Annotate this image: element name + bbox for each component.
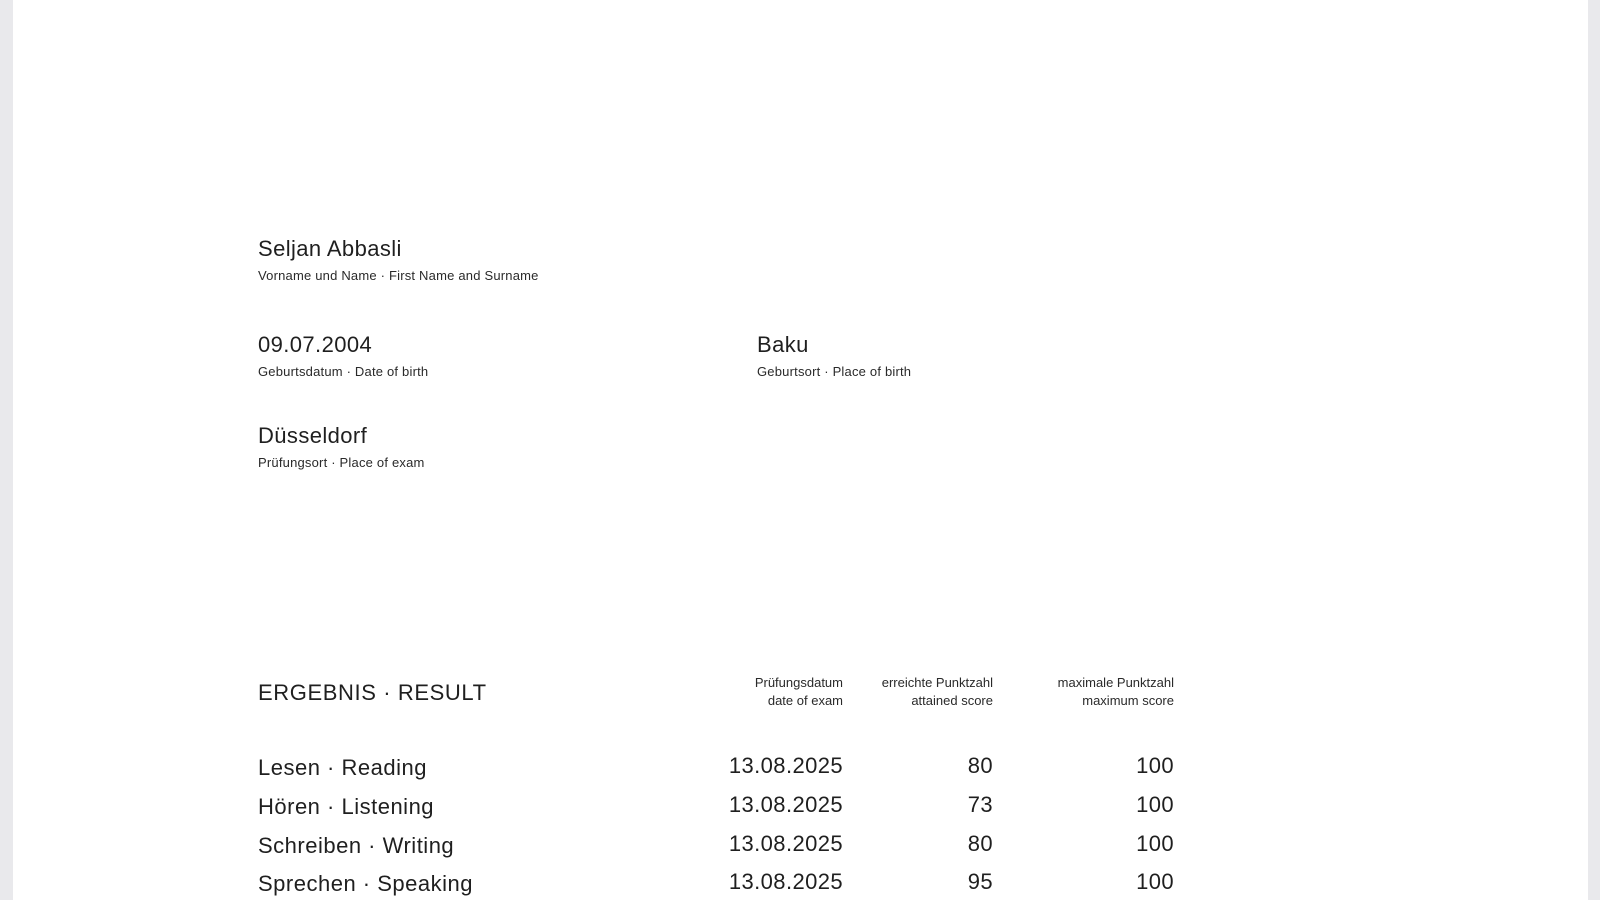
exam-place-caption: Prüfungsort · Place of exam	[258, 455, 425, 470]
birth-place-field	[757, 332, 911, 380]
birth-date-field	[258, 332, 428, 380]
result-row-label: Lesen · Reading	[258, 755, 427, 780]
name-value: Seljan Abbasli	[258, 236, 402, 261]
header-exam-date	[755, 674, 843, 710]
birth-date-value: 09.07.2004	[258, 332, 373, 357]
name-caption: Vorname und Name · First Name and Surname	[258, 268, 539, 283]
birth-place-caption: Geburtsort · Place of birth	[757, 364, 912, 379]
result-row-date: 13.08.2025	[728, 869, 843, 894]
result-row-attained: 95	[967, 869, 993, 894]
header-maximum-de: maximale Punktzahl	[1057, 675, 1174, 690]
result-row-attained: 80	[967, 831, 993, 856]
exam-place-value: Düsseldorf	[258, 423, 368, 448]
result-row-maximum: 100	[1136, 753, 1174, 778]
result-row-maximum: 100	[1136, 869, 1174, 894]
certificate-page	[13, 0, 1588, 900]
header-attained-en: attained score	[911, 693, 993, 708]
header-attained-de: erreichte Punktzahl	[881, 675, 993, 690]
result-row-maximum: 100	[1136, 792, 1174, 817]
header-exam-date-en: date of exam	[767, 693, 843, 708]
result-row-date: 13.08.2025	[728, 831, 843, 856]
result-row-label: Sprechen · Speaking	[258, 871, 473, 896]
header-maximum-score	[1058, 674, 1174, 710]
result-row-attained: 73	[967, 792, 993, 817]
birth-date-caption: Geburtsdatum · Date of birth	[258, 364, 429, 379]
result-row-date: 13.08.2025	[728, 753, 843, 778]
header-exam-date-de: Prüfungsdatum	[754, 675, 843, 690]
result-row-label: Hören · Listening	[258, 794, 435, 819]
result-row-maximum: 100	[1136, 831, 1174, 856]
result-row-date: 13.08.2025	[728, 792, 843, 817]
exam-place-field	[258, 423, 425, 471]
result-row-label: Schreiben · Writing	[258, 833, 455, 858]
result-title: ERGEBNIS · RESULT	[258, 680, 487, 705]
header-maximum-en: maximum score	[1082, 693, 1174, 708]
name-field	[258, 236, 539, 284]
birth-place-value: Baku	[757, 332, 809, 357]
header-attained-score	[882, 674, 993, 710]
result-row-attained: 80	[967, 753, 993, 778]
